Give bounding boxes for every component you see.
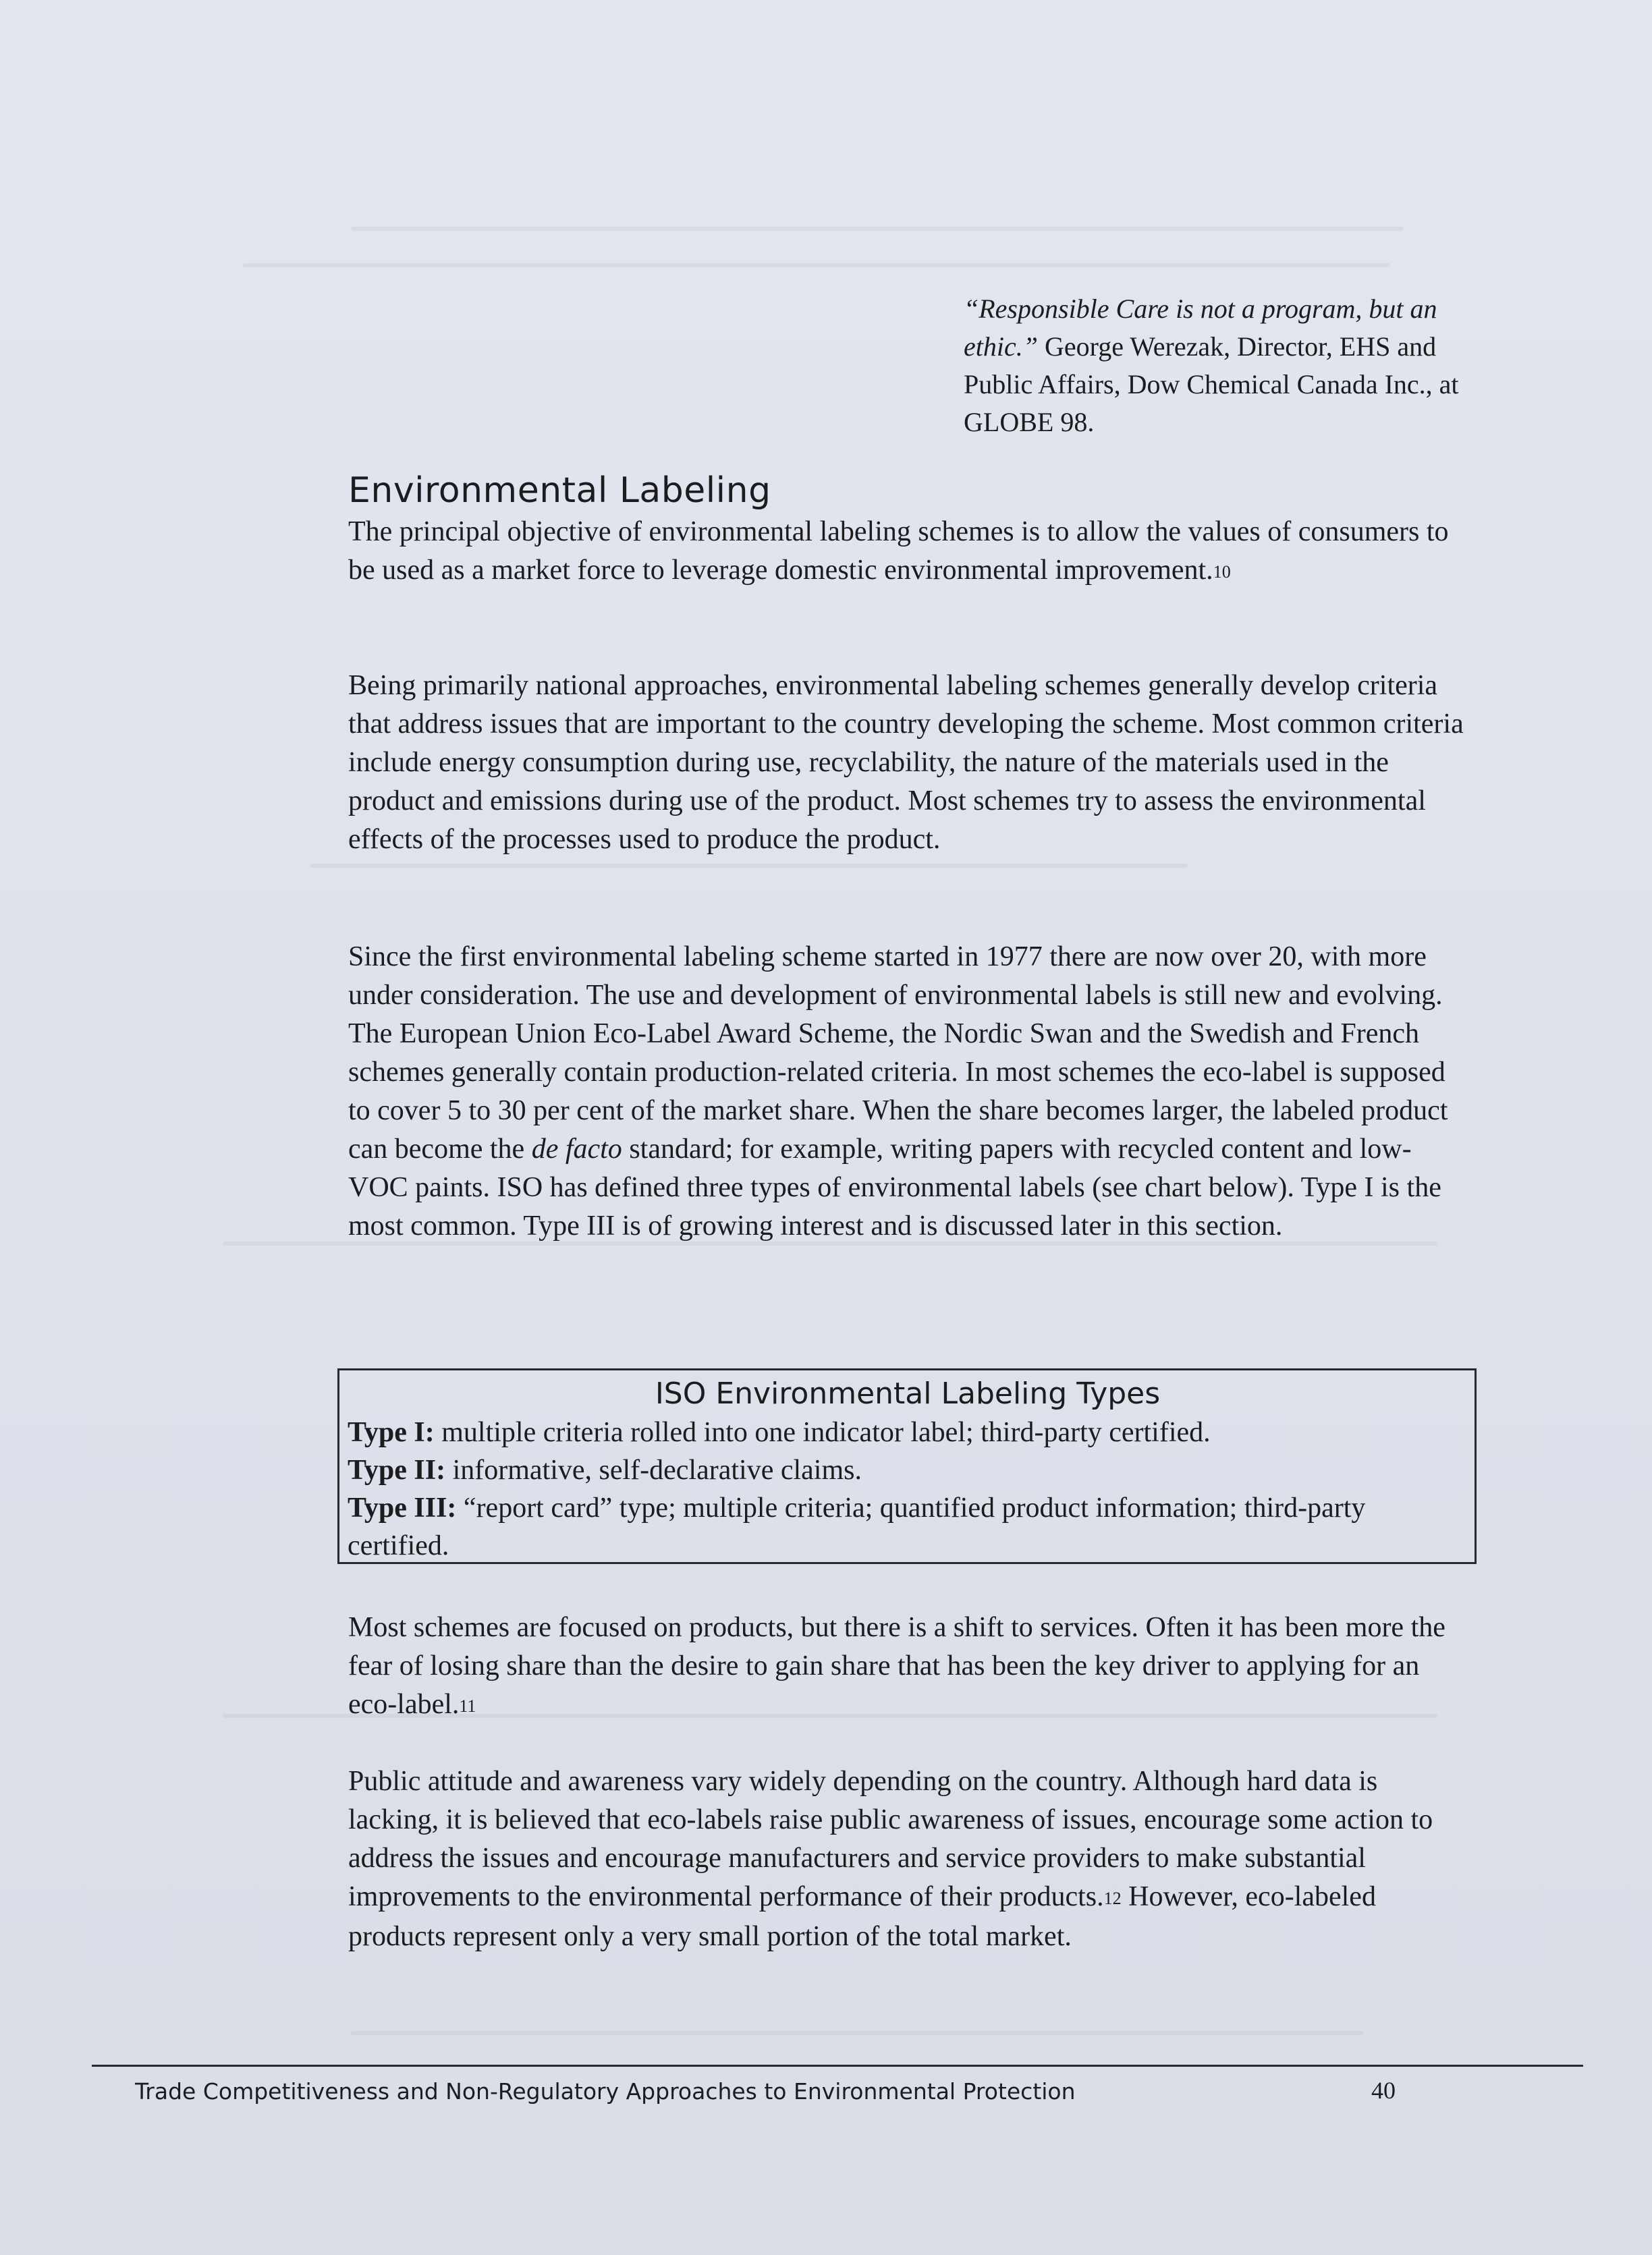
type-row (348, 1489, 1468, 1565)
bleed-through-line (351, 2031, 1363, 2035)
footer-title: Trade Competitiveness and Non-Regulatory Approaches to Environmental Protection (135, 2078, 1076, 2105)
paragraph-services-shift (348, 1609, 1468, 1725)
footnote-ref: 10 (1213, 562, 1231, 582)
box-title: ISO Environmental Labeling Types (655, 1376, 1161, 1411)
paragraph-public-attitude (348, 1762, 1468, 1956)
iso-labeling-types-box (337, 1368, 1477, 1564)
footnote-ref: 12 (1103, 1889, 1122, 1908)
type-label: Type I: (348, 1417, 435, 1448)
paragraph-text: Since the first environmental labeling scheme started in 1977 there are now over 20, with more under consideration. The use and development of environmental labels is still new and evolving. The European Union Eco-Label Award Scheme, the Nordic Swan and the Swedish and French schemes generally contain production-related criteria. In most schemes the eco-label is supposed to cover 5 to 30 per cent of the market share. When the share becomes larger, the labeled product can become the (348, 941, 1448, 1165)
quote-attribution: George Werezak, Director, EHS and Public Affairs, Dow Chemical Canada Inc., at GLOBE 98. (964, 331, 1459, 437)
type-label: Type II: (348, 1455, 446, 1486)
footnote-ref: 11 (459, 1696, 476, 1716)
type-description: multiple criteria rolled into one indicator label; third-party certified. (434, 1417, 1211, 1448)
footer-divider (92, 2065, 1583, 2067)
bleed-through-line (310, 864, 1188, 868)
paragraph-text: Public attitude and awareness vary widely depending on the country. Although hard data is lacking, it is believed that eco-labels raise public awareness of issues, encourage some action to address the issues and encourage manufacturers and service providers to make substantial improvements to the environmental performance of their products. (348, 1766, 1433, 1912)
type-label: Type III: (348, 1493, 457, 1524)
type-row (348, 1414, 1468, 1451)
type-description: “report card” type; multiple criteria; quantified product information; third-party certified. (348, 1493, 1366, 1561)
paragraph-text: However, eco-labeled products represent only a very small portion of the total market. (348, 1881, 1376, 1952)
bleed-through-line (351, 227, 1404, 231)
bleed-through-line (243, 263, 1390, 267)
quote-text: “Responsible Care is not a program, but an ethic.” (964, 294, 1437, 362)
type-row (348, 1451, 1468, 1489)
paragraph-text: standard; for example, writing papers with recycled content and low-VOC paints. ISO has defined three types of environmental labels (see chart below). Type I is the most common. Type III is of growing interest and is discussed later in this section. (348, 1134, 1441, 1242)
paragraph-text: Most schemes are focused on products, but there is a shift to services. Often it has been more the fear of losing share than the desire to gain share that has been the key driver to applying for an eco-label. (348, 1612, 1446, 1720)
paragraph-objective (348, 513, 1468, 591)
section-heading: Environmental Labeling (348, 470, 771, 511)
page-number: 40 (1371, 2077, 1396, 2104)
paragraph-national-approaches: Being primarily national approaches, environmental labeling schemes generally develop criteria that address issues that are important to the country developing the scheme. Most common criteria include energy consumption during use, recyclability, the nature of the materials used in the product and emissions during use of the product. Most schemes try to assess the environmental effects of the processes used to produce the product. (348, 670, 1464, 855)
type-description: informative, self-declarative claims. (445, 1455, 862, 1486)
paragraph-text: The principal objective of environmental labeling schemes is to allow the values of consumers to be used as a market force to leverage domestic environmental improvement. (348, 516, 1449, 586)
epigraph-quote (964, 290, 1490, 441)
paragraph-history (348, 938, 1468, 1246)
italic-term: de facto (531, 1134, 622, 1165)
